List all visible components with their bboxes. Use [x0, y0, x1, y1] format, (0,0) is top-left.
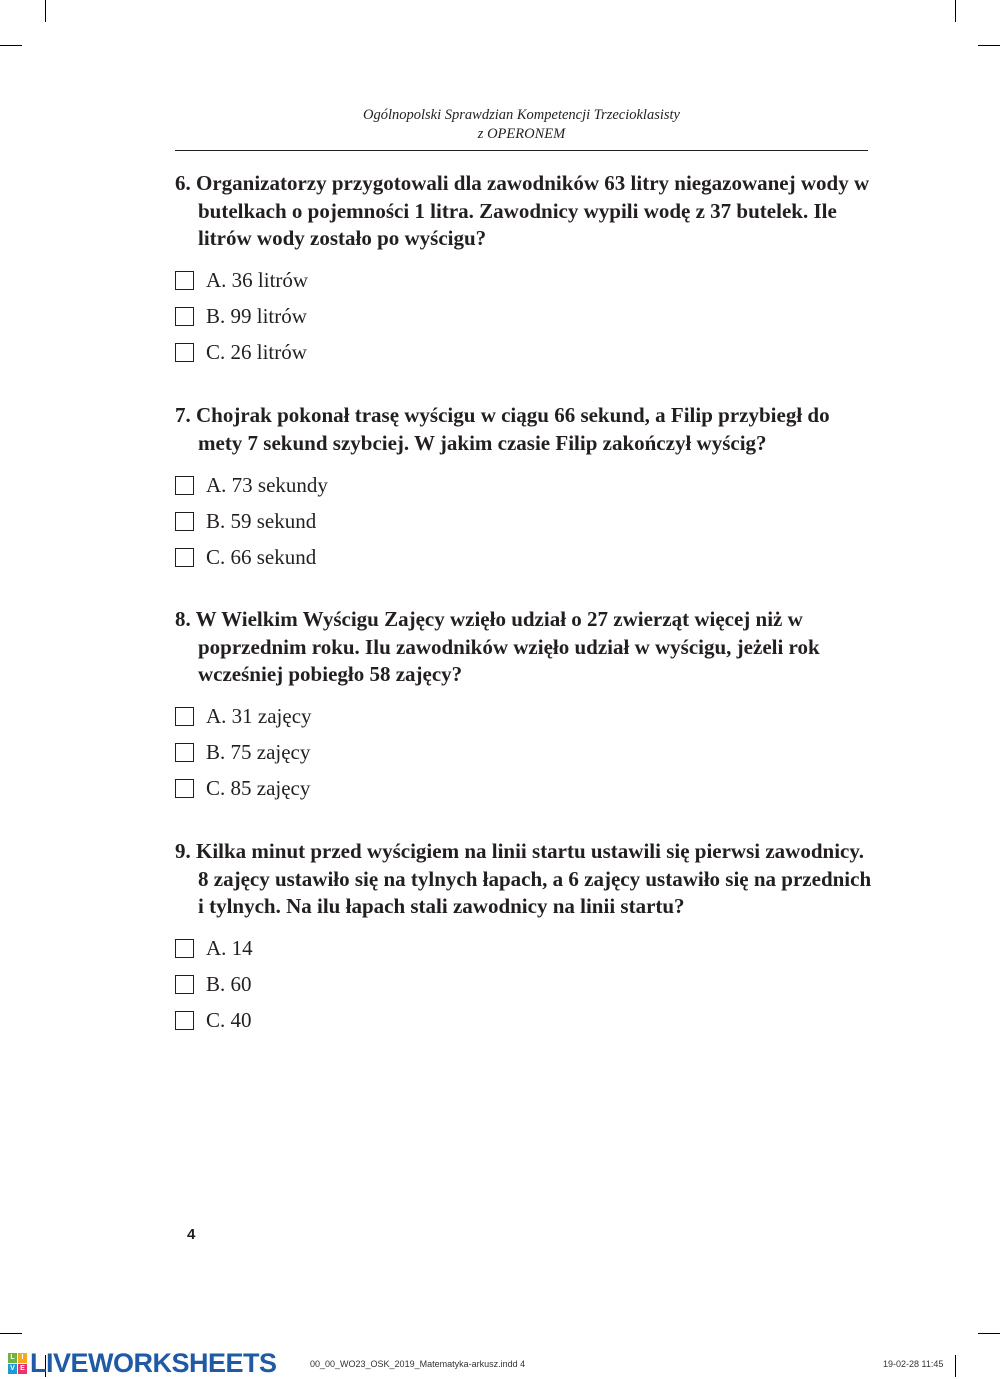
option-b[interactable]: [175, 503, 875, 539]
option-label: A. 14: [206, 936, 253, 960]
question-text: 9. Kilka minut przed wyścigiem na linii startu ustawili się pierwsi zawodnicy. 8 zajęcy ustawiło się na tylnych łapach, a 6 zajęcy ustawiło się na przednich i tylnych. Na ilu łapach stali zawodnicy na linii startu?: [175, 839, 872, 918]
option-a[interactable]: [175, 931, 875, 967]
header-subtitle: z OPERONEM: [477, 126, 566, 142]
question-text: 7. Chojrak pokonał trasę wyścigu w ciągu 66 sekund, a Filip przybiegł do mety 7 sekund szybciej. W jakim czasie Filip zakończył wyścig?: [175, 403, 830, 455]
crop-mark: [978, 45, 1000, 46]
print-slug-date: 19-02-28 11:45: [883, 1359, 944, 1369]
option-label: C. 66 sekund: [206, 544, 317, 569]
checkbox[interactable]: [175, 343, 194, 362]
option-c[interactable]: [175, 1003, 875, 1039]
logo-icon: L I V E: [8, 1353, 27, 1374]
page-number: 4: [187, 1226, 196, 1243]
option-a[interactable]: [175, 467, 875, 503]
header-title: Ogólnopolski Sprawdzian Kompetencji Trzecioklasisty: [363, 107, 680, 123]
print-slug-file: 00_00_WO23_OSK_2019_Matematyka-arkusz.indd 4: [310, 1359, 526, 1369]
checkbox[interactable]: [175, 271, 194, 290]
checkbox[interactable]: [175, 939, 194, 958]
logo-text: LIVEWORKSHEETS: [30, 1348, 277, 1378]
crop-mark: [0, 45, 22, 46]
option-label: C. 85 zajęcy: [206, 776, 311, 800]
question-text: 6. Organizatorzy przygotowali dla zawodników 63 litry niegazowanej wody w butelkach o pojemności 1 litra. Zawodnicy wypili wodę z 37 butelek. Ile litrów wody zostało po wyścigu?: [175, 171, 870, 250]
question-8: [175, 606, 875, 807]
option-c[interactable]: [175, 771, 875, 807]
checkbox[interactable]: [175, 1011, 194, 1030]
option-label: A. 31 zajęcy: [206, 704, 312, 728]
running-header: [175, 106, 868, 144]
question-7: [175, 402, 875, 575]
option-a[interactable]: [175, 263, 875, 299]
crop-mark: [955, 0, 956, 22]
crop-mark: [45, 0, 46, 22]
option-b[interactable]: [175, 967, 875, 1003]
crop-mark: [978, 1333, 1000, 1334]
crop-mark: [955, 1355, 956, 1377]
checkbox[interactable]: [175, 307, 194, 326]
option-b[interactable]: [175, 735, 875, 771]
liveworksheets-logo[interactable]: [8, 1348, 277, 1379]
option-c[interactable]: [175, 335, 875, 371]
question-text: 8. W Wielkim Wyścigu Zajęcy wzięło udział o 27 zwierząt więcej niż w poprzednim roku. Ilu zawodników wzięło udział w wyścigu, jeżeli rok wcześniej pobiegło 58 zajęcy?: [175, 607, 820, 686]
option-label: C. 40: [206, 1008, 252, 1032]
option-a[interactable]: [175, 699, 875, 735]
header-rule: [175, 150, 868, 151]
question-9: [175, 838, 875, 1039]
option-label: B. 99 litrów: [206, 304, 307, 328]
option-label: C. 26 litrów: [206, 340, 307, 364]
checkbox[interactable]: [175, 975, 194, 994]
option-label: B. 75 zajęcy: [206, 740, 311, 764]
option-label: B. 59 sekund: [206, 508, 317, 533]
option-c[interactable]: [175, 539, 875, 575]
checkbox[interactable]: [175, 743, 194, 762]
option-label: B. 60: [206, 972, 252, 996]
question-6: [175, 170, 875, 371]
crop-mark: [0, 1333, 22, 1334]
option-label: A. 73 sekundy: [206, 472, 328, 497]
checkbox[interactable]: [175, 779, 194, 798]
option-label: A. 36 litrów: [206, 268, 309, 292]
option-b[interactable]: [175, 299, 875, 335]
checkbox[interactable]: [175, 476, 194, 495]
checkbox[interactable]: [175, 512, 194, 531]
checkbox[interactable]: [175, 548, 194, 567]
checkbox[interactable]: [175, 707, 194, 726]
